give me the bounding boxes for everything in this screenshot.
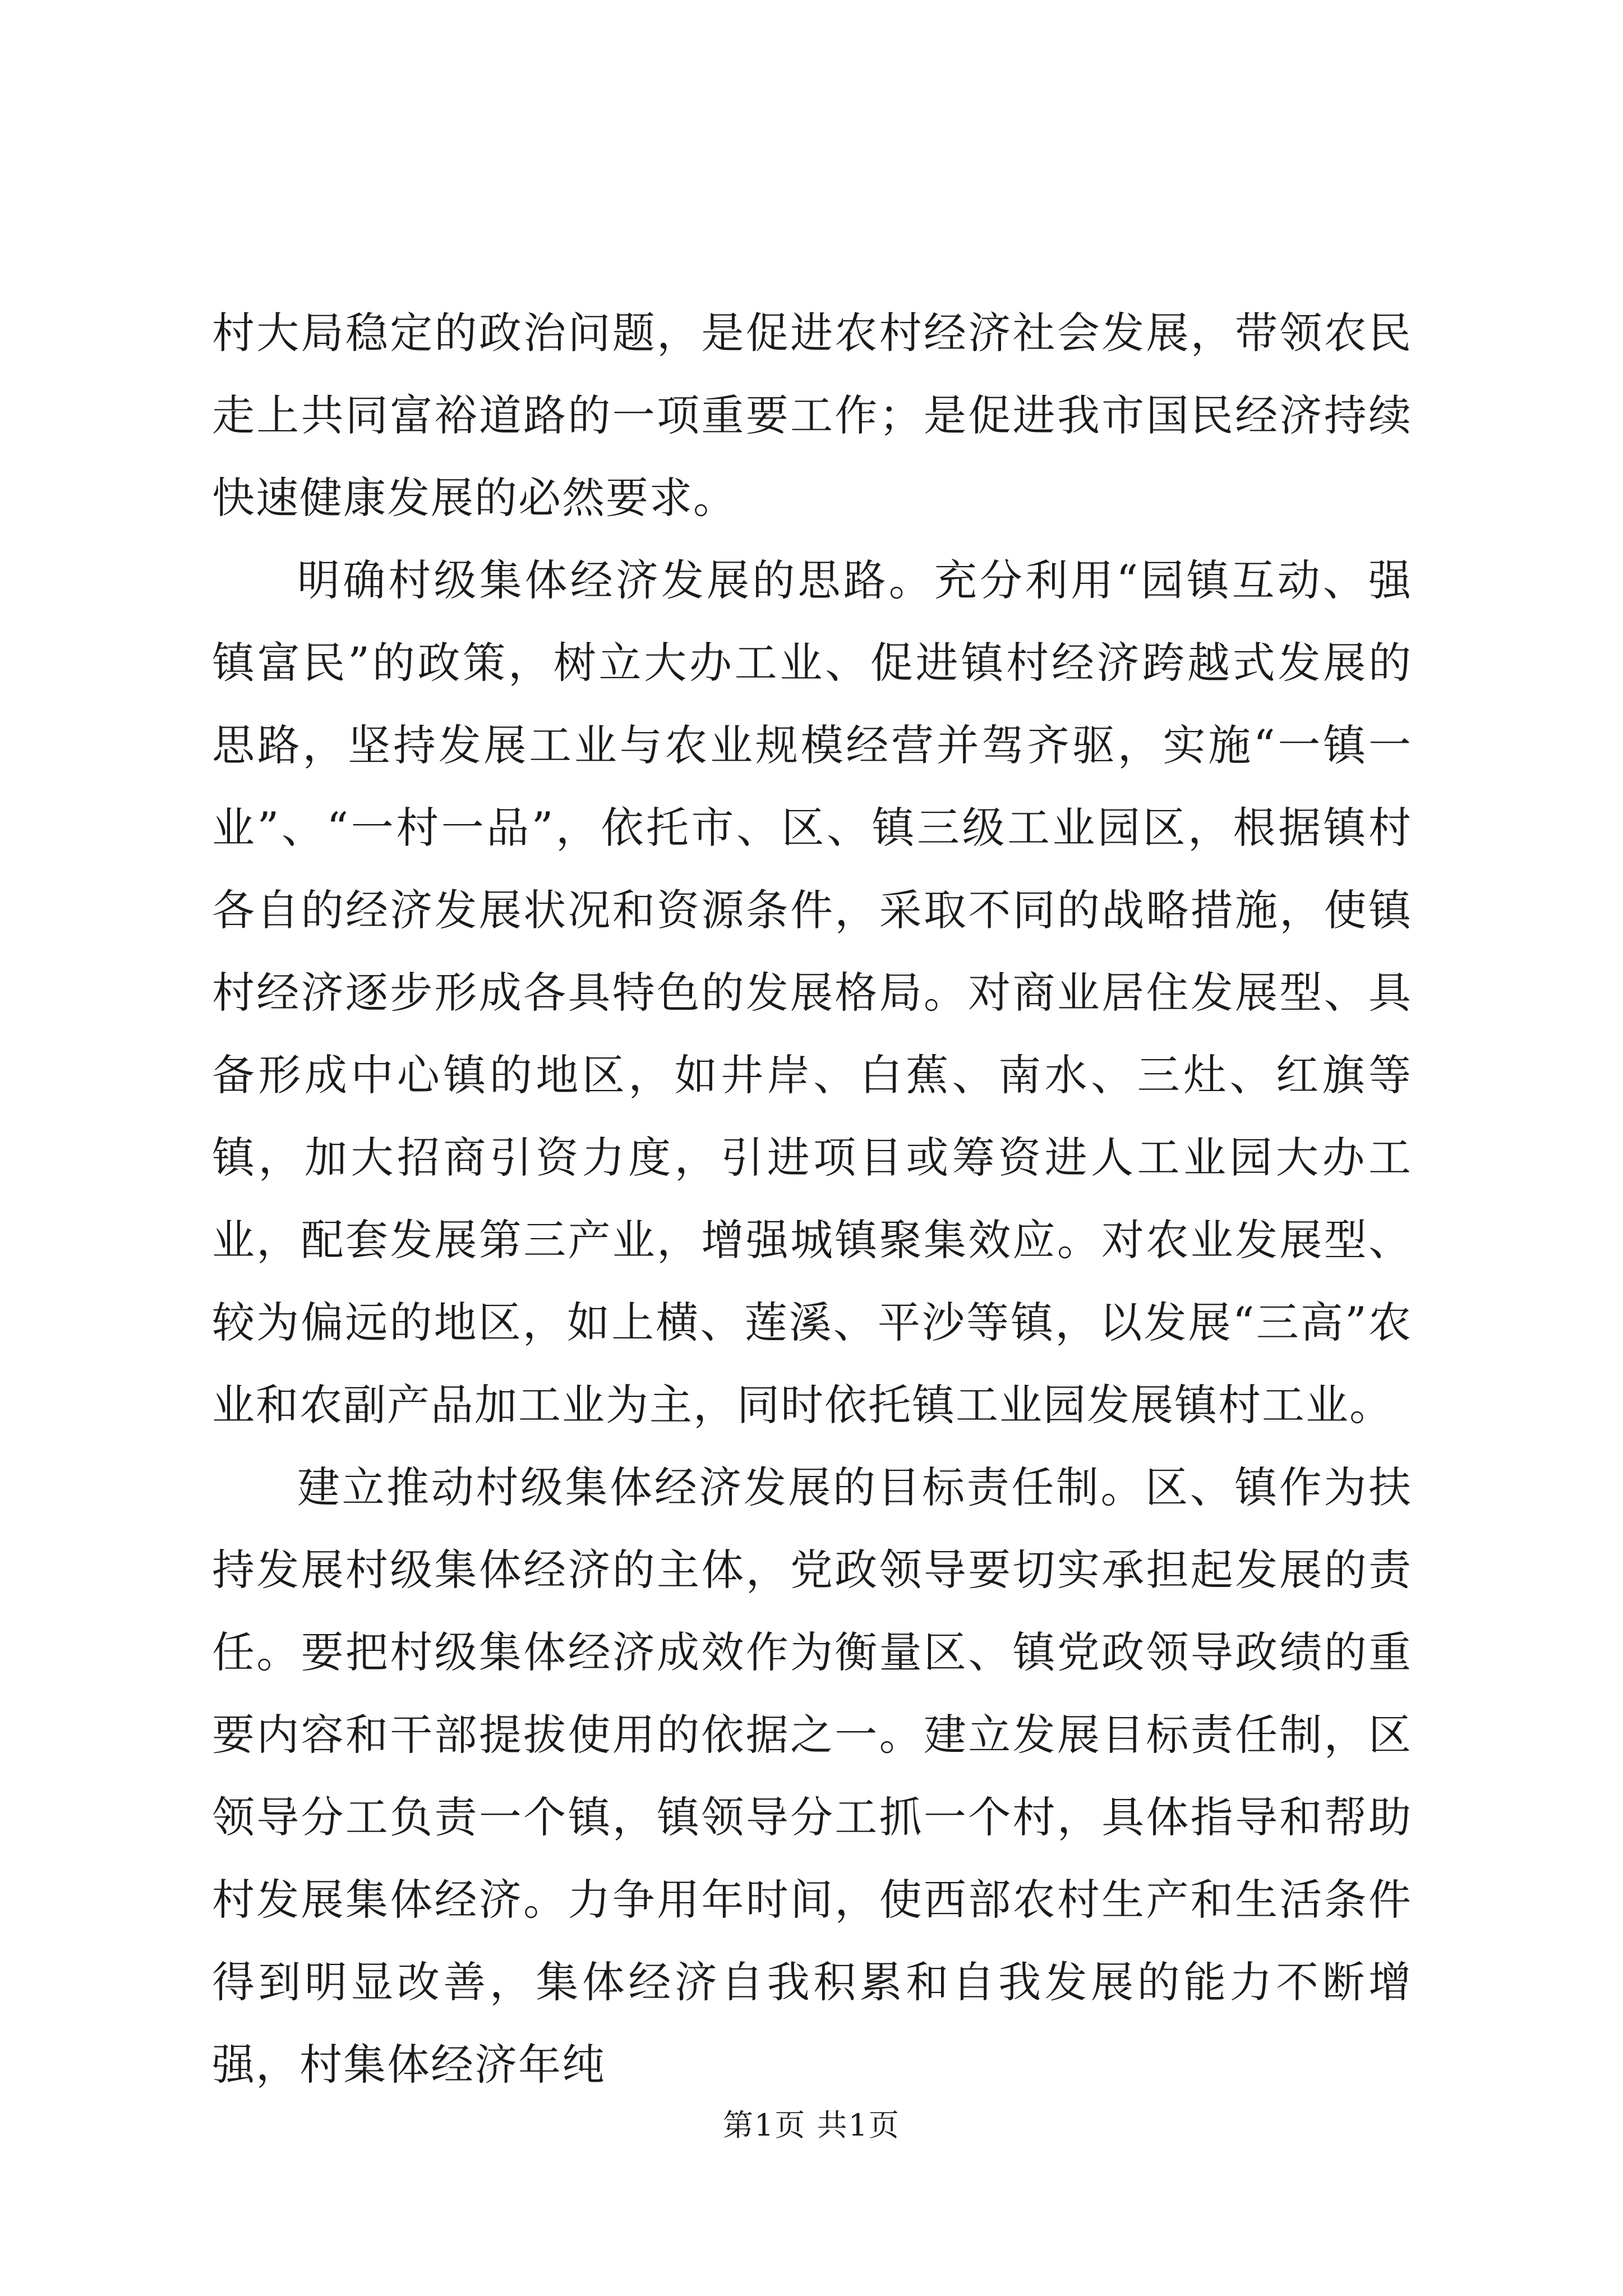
paragraph-3: 建立推动村级集体经济发展的目标责任制。区、镇作为扶持发展村级集体经济的主体，党政领导要切实承担起发展的责任。要把村级集体经济成效作为衡量区、镇党政领导政绩的重要内容和干部提拔使用的依据之一。建立发展目标责任制，区领导分工负责一个镇，镇领导分工抓一个村，具体指导和帮助村发展集体经济。力争用年时间，使西部农村生产和生活条件得到明显改善，集体经济自我积累和自我发展的能力不断增强，村集体经济年纯 <box>212 1462 1412 2090</box>
page-footer: 第1页 共1页 <box>723 2108 900 2143</box>
paragraph-2: 明确村级集体经济发展的思路。充分利用“园镇互动、强镇富民”的政策，树立大办工业、促进镇村经济跨越式发展的思路，坚持发展工业与农业规模经营并驾齐驱，实施“一镇一业”、“一村一品”，依托市、区、镇三级工业园区，根据镇村各自的经济发展状况和资源条件，采取不同的战略措施，使镇村经济逐步形成各具特色的发展格局。对商业居住发展型、具备形成中心镇的地区，如井岸、白蕉、南水、三灶、红旗等镇，加大招商引资力度，引进项目或筹资进人工业园大办工业，配套发展第三产业，增强城镇聚集效应。对农业发展型、较为偏远的地区，如上横、莲溪、平沙等镇，以发展“三高”农业和农副产品加工业为主，同时依托镇工业园发展镇村工业。 <box>212 555 1412 1430</box>
document-body <box>212 292 1412 2106</box>
paragraph-1: 村大局稳定的政治问题，是促进农村经济社会发展，带领农民走上共同富裕道路的一项重要工作；是促进我市国民经济持续快速健康发展的必然要求。 <box>212 308 1412 523</box>
